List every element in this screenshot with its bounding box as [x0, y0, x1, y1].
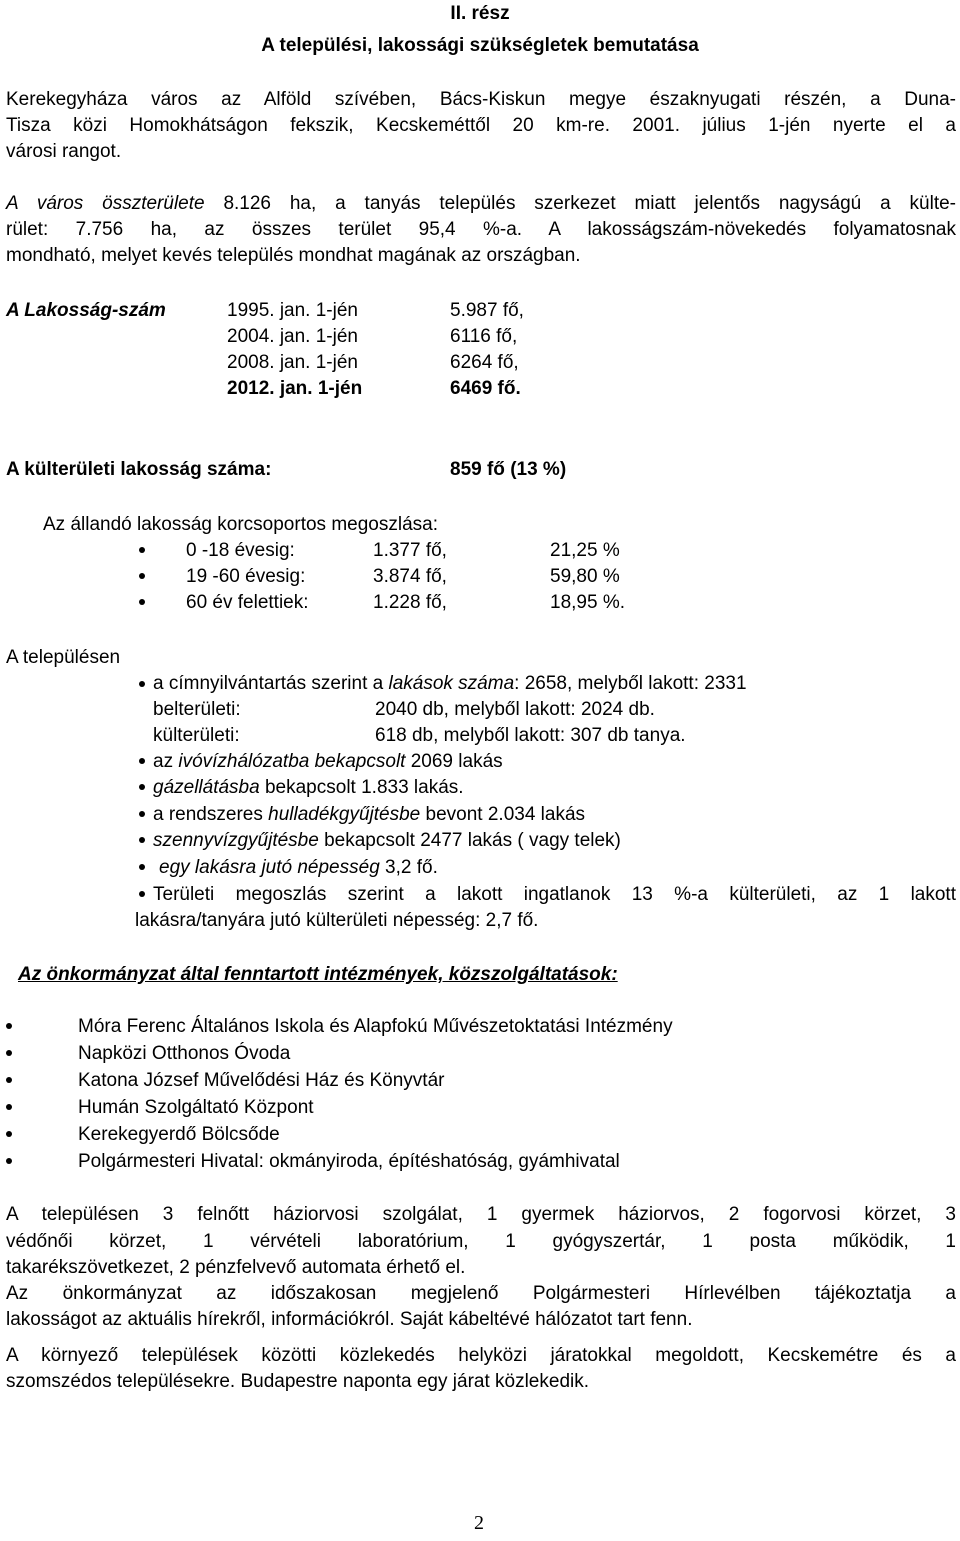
bullet-icon — [139, 811, 145, 817]
distribution-line-2: lakásra/tanyára jutó külterületi népesség: 2,7 fő. — [135, 910, 539, 931]
institution-item-2: Napközi Otthonos Óvoda — [78, 1043, 291, 1064]
intro-line-2: Tisza közi Homokhátságon fekszik, Kecskeméttől 20 km-re. 2001. július 1-jén nyerte el a — [6, 115, 956, 136]
area-line-1 — [6, 191, 956, 217]
age-group-pct-3: 18,95 %. — [550, 592, 625, 613]
population-date-2: 2004. jan. 1-jén — [227, 326, 358, 347]
population-value-4: 6469 fő. — [450, 378, 521, 399]
age-group-count-1: 1.377 fő, — [373, 540, 447, 561]
age-group-count-2: 3.874 fő, — [373, 566, 447, 587]
bullet-icon — [139, 758, 145, 764]
bullet-icon — [6, 1158, 12, 1164]
area-line-1-text: 8.126 ha, a tanyás település szerkezet miatt jelentős nagyságú a külte- — [204, 193, 956, 214]
sewage-line: szennyvízgyűjtésbe bekapcsolt 2477 lakás ( vagy telek) — [153, 830, 621, 851]
age-group-label-1: 0 -18 évesig: — [186, 540, 295, 561]
population-value-3: 6264 fő, — [450, 352, 519, 373]
housing-line: a címnyilvántartás szerint a lakások száma: 2658, melyből lakott: 2331 — [153, 673, 747, 694]
intro-line-1: Kerekegyháza város az Alföld szívében, Bács-Kiskun megye északnyugati részén, a Duna- — [6, 89, 956, 110]
services-line-5: lakosságot az aktuális hírekről, információkról. Saját kábeltévé hálózatot tart fenn. — [6, 1309, 693, 1330]
bullet-icon — [139, 864, 145, 870]
bullet-icon — [139, 573, 145, 579]
area-italic-label: A város összterülete — [6, 193, 205, 214]
institution-item-1: Móra Ferenc Általános Iskola és Alapfokú Művészetoktatási Intézmény — [78, 1016, 673, 1037]
services-line-6: A környező települések közötti közlekedés helyközi járatokkal megoldott, Kecskemétre és a — [6, 1345, 956, 1366]
density-line: egy lakásra jutó népesség 3,2 fő. — [159, 857, 438, 878]
bullet-icon — [6, 1050, 12, 1056]
bullet-icon — [6, 1077, 12, 1083]
age-group-pct-1: 21,25 % — [550, 540, 620, 561]
inner-area-value: 2040 db, melyből lakott: 2024 db. — [375, 699, 655, 720]
services-line-4: Az önkormányzat az időszakosan megjelenő Polgármesteri Hírlevélben tájékoztatja a — [6, 1283, 956, 1304]
bullet-icon — [139, 681, 145, 687]
part-heading: II. rész — [450, 3, 510, 24]
area-line-2: rület: 7.756 ha, az összes terület 95,4 %-a. A lakosságszám-növekedés folyamatosnak — [6, 219, 956, 240]
outer-area-label: külterületi: — [153, 725, 240, 746]
population-label: A Lakosság-szám — [6, 300, 166, 321]
waste-line: a rendszeres hulladékgyűjtésbe bevont 2.034 lakás — [153, 804, 586, 825]
bullet-icon — [139, 599, 145, 605]
age-group-pct-2: 59,80 % — [550, 566, 620, 587]
outer-area-value: 618 db, melyből lakott: 307 db tanya. — [375, 725, 686, 746]
institution-item-4: Humán Szolgáltató Központ — [78, 1097, 314, 1118]
inner-area-label: belterületi: — [153, 699, 241, 720]
page-number: 2 — [474, 1512, 484, 1534]
population-value-2: 6116 fő, — [450, 326, 518, 347]
intro-line-3: városi rangot. — [6, 141, 122, 162]
section-title: A települési, lakossági szükségletek bemutatása — [261, 35, 699, 56]
services-line-3: takarékszövetkezet, 2 pénzfelvevő automata érhető el. — [6, 1257, 466, 1278]
bullet-icon — [139, 547, 145, 553]
population-date-3: 2008. jan. 1-jén — [227, 352, 358, 373]
bullet-icon — [6, 1023, 12, 1029]
age-group-count-3: 1.228 fő, — [373, 592, 447, 613]
bullet-icon — [139, 784, 145, 790]
outskirts-value: 859 fő (13 %) — [450, 459, 567, 480]
institution-item-3: Katona József Művelődési Ház és Könyvtár — [78, 1070, 445, 1091]
services-line-7: szomszédos településekre. Budapestre naponta egy járat közlekedik. — [6, 1371, 590, 1392]
gas-line: gázellátásba bekapcsolt 1.833 lakás. — [153, 777, 464, 798]
settlement-label: A településen — [6, 647, 121, 668]
bullet-icon — [6, 1131, 12, 1137]
population-value-1: 5.987 fő, — [450, 300, 524, 321]
bullet-icon — [139, 837, 145, 843]
water-line: az ivóvízhálózatba bekapcsolt 2069 lakás — [153, 751, 503, 772]
age-group-label-3: 60 év felettiek: — [186, 592, 309, 613]
institution-item-6: Polgármesteri Hivatal: okmányiroda, építéshatóság, gyámhivatal — [78, 1151, 620, 1172]
distribution-line-1: Területi megoszlás szerint a lakott ingatlanok 13 %-a külterületi, az 1 lakott — [153, 884, 956, 905]
services-line-1: A településen 3 felnőtt háziorvosi szolgálat, 1 gyermek háziorvos, 2 fogorvosi körzet, 3 — [6, 1204, 956, 1225]
age-group-label-2: 19 -60 évesig: — [186, 566, 306, 587]
institution-item-5: Kerekegyerdő Bölcsőde — [78, 1124, 280, 1145]
bullet-icon — [6, 1104, 12, 1110]
population-date-4: 2012. jan. 1-jén — [227, 378, 363, 399]
institutions-heading: Az önkormányzat által fenntartott intézmények, közszolgáltatások: — [18, 964, 618, 985]
outskirts-label: A külterületi lakosság száma: — [6, 459, 272, 480]
population-date-1: 1995. jan. 1-jén — [227, 300, 358, 321]
age-groups-title: Az állandó lakosság korcsoportos megoszlása: — [43, 514, 438, 535]
services-line-2: védőnői körzet, 1 vérvételi laboratórium, 1 gyógyszertár, 1 posta működik, 1 — [6, 1231, 956, 1252]
area-line-3: mondható, melyet kevés település mondhat magának az országban. — [6, 245, 581, 266]
bullet-icon — [139, 891, 145, 897]
